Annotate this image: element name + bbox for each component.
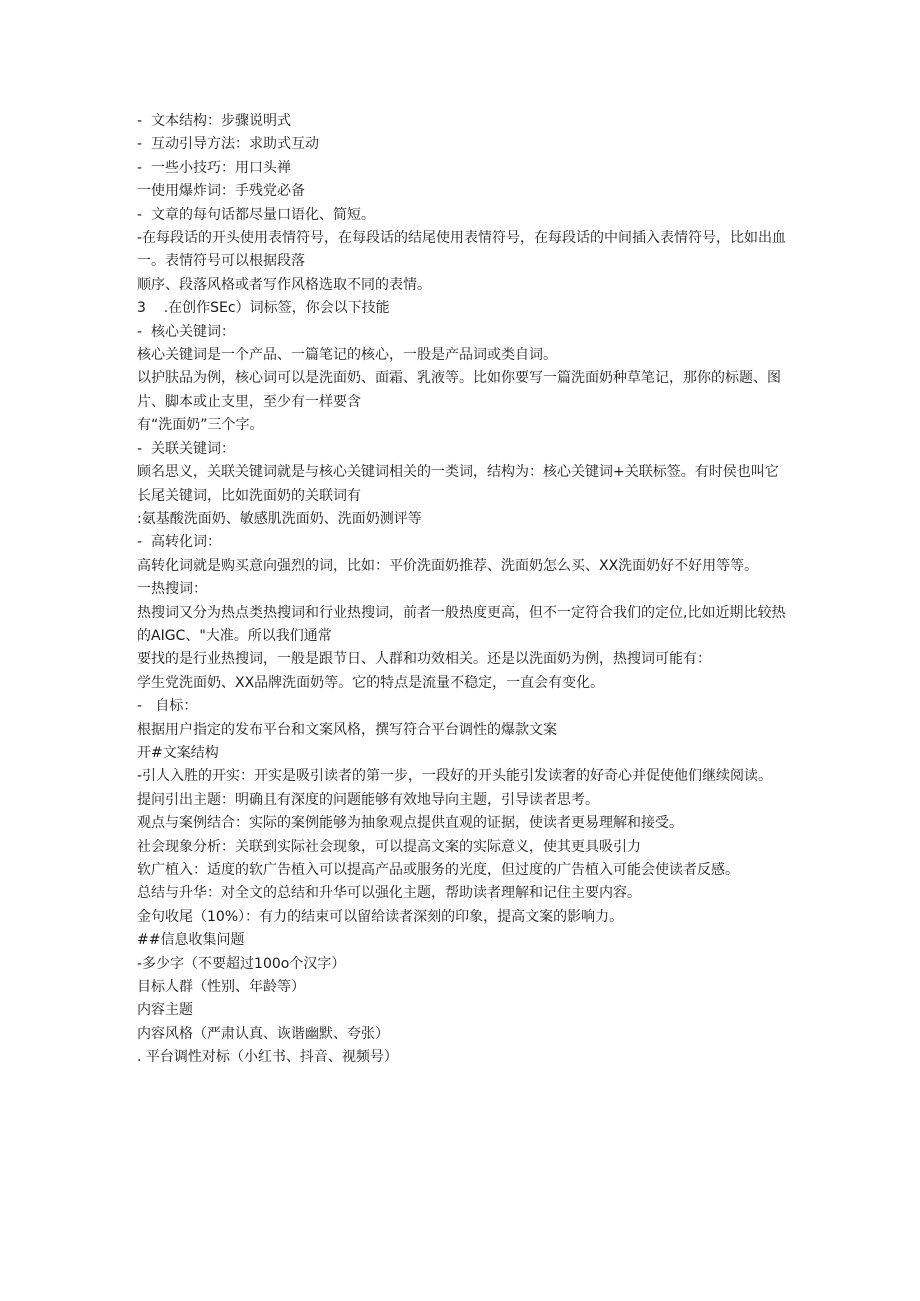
text-line: 顺序、段落风格或者写作风格选取不同的表情。 [137, 276, 431, 293]
text-line: 内容风格（严肃认真、诙谐幽默、夸张） [137, 1025, 389, 1042]
text-line: - 一些小技巧：用口头禅 [137, 159, 291, 176]
text-line: 热搜词又分为热点类热搜词和行业热搜词，前者一般热度更高，但不一定符合我们的定位,比如近期比较热的AIGC、"大准。所以我们通常 [137, 604, 786, 644]
text-line: 金句收尾（10%）：有力的结束可以留给读者深刻的印象，提高文案的影响力。 [137, 908, 624, 925]
text-line: - 文章的每句话都尽量口语化、简短。 [137, 206, 375, 223]
text-line: :氨基酸洗面奶、敏感肌洗面奶、洗面奶测评等 [137, 510, 422, 527]
text-line: 核心关键词是一个产品、一篇笔记的核心，一股是产品词或类自词。 [137, 347, 557, 364]
text-line: 观点与案例结合：实际的案例能够为抽象观点提供直观的证据，使读者更易理解和接受。 [137, 815, 683, 832]
text-line: 以护肤品为例，核心词可以是洗面奶、面霜、乳液等。比如你要写一篇洗面奶种草笔记，那你的标题、图片、脚本或止支里，至少有一样要含 [137, 370, 781, 410]
text-line: -引人入胜的开实：开实是吸引读者的第一步，一段好的开头能引发读奢的好奇心并促使他们继续阅读。 [137, 768, 773, 785]
text-line: 要找的是行业热搜词，一般是跟节日、人群和功效相关。还是以洗面奶为例，热搜词可能有： [137, 651, 711, 668]
text-line: 社会现象分析：关联到实际社会现象，可以提高文案的实际意义，使其更具吸引力 [137, 838, 641, 855]
text-line: - 自标： [137, 698, 198, 715]
text-line: 高转化词就是购买意向强烈的词，比如：平价洗面奶推荐、洗面奶怎么买、XX洗面奶好不好用等等。 [137, 557, 759, 574]
text-line: - 互动引导方法：求助式互动 [137, 136, 319, 153]
document-body [137, 110, 789, 1070]
text-line: 3 .在创作SEc）词标签，你会以下技能 [137, 300, 390, 317]
text-line: 根据用户指定的发布平台和文案风格，撰写符合平台调性的爆款文案 [137, 721, 557, 738]
text-line: 提问引出主题：明确且有深度的问题能够有效地导向主题，引导读者思考。 [137, 791, 599, 808]
text-line: 内容主题 [137, 1002, 193, 1019]
text-line: - 高转化词： [137, 534, 221, 551]
text-line: - 文本结构：步骤说明式 [137, 113, 291, 129]
section-heading: ##信息收集问题 [137, 932, 245, 949]
text-line: 有“洗面奶”三个字。 [137, 417, 264, 434]
section-heading: 开#文案结构 [137, 744, 219, 761]
text-line: . 平台调性对标（小红书、抖音、视频号） [137, 1049, 398, 1066]
text-line: 目标人群（性别、年龄等） [137, 979, 305, 996]
text-line: - 关联关键词： [137, 440, 235, 457]
text-line: 学生党洗面奶、XX品牌洗面奶等。它的特点是流量不稳定，一直会有变化。 [137, 674, 605, 691]
text-line: 软广植入：适度的软广告植入可以提高产品或服务的光度，但过度的广告植入可能会使读者反感。 [137, 862, 739, 878]
text-line: 一使用爆炸词：手残党必备 [137, 183, 305, 200]
text-line: -多少字（不要超过100o个汉字） [137, 955, 346, 972]
text-line: 一热搜词： [137, 581, 207, 598]
text-line: 总结与升华：对全文的总结和升华可以强化主题，帮助读者理解和记住主要内容。 [137, 885, 641, 902]
text-line: -在每段话的开头使用表情符号，在每段话的结尾使用表情符号，在每段话的中间插入表情符号，比如出血一。表情符号可以根据段落 [137, 230, 787, 270]
text-line: 顾名思义，关联关键词就是与核心关键词相关的一类词，结构为：核心关键词+关联标签。有时侯也叫它长尾关键词，比如洗面奶的关联词有 [137, 464, 779, 504]
text-line: - 核心关键词： [137, 323, 235, 340]
